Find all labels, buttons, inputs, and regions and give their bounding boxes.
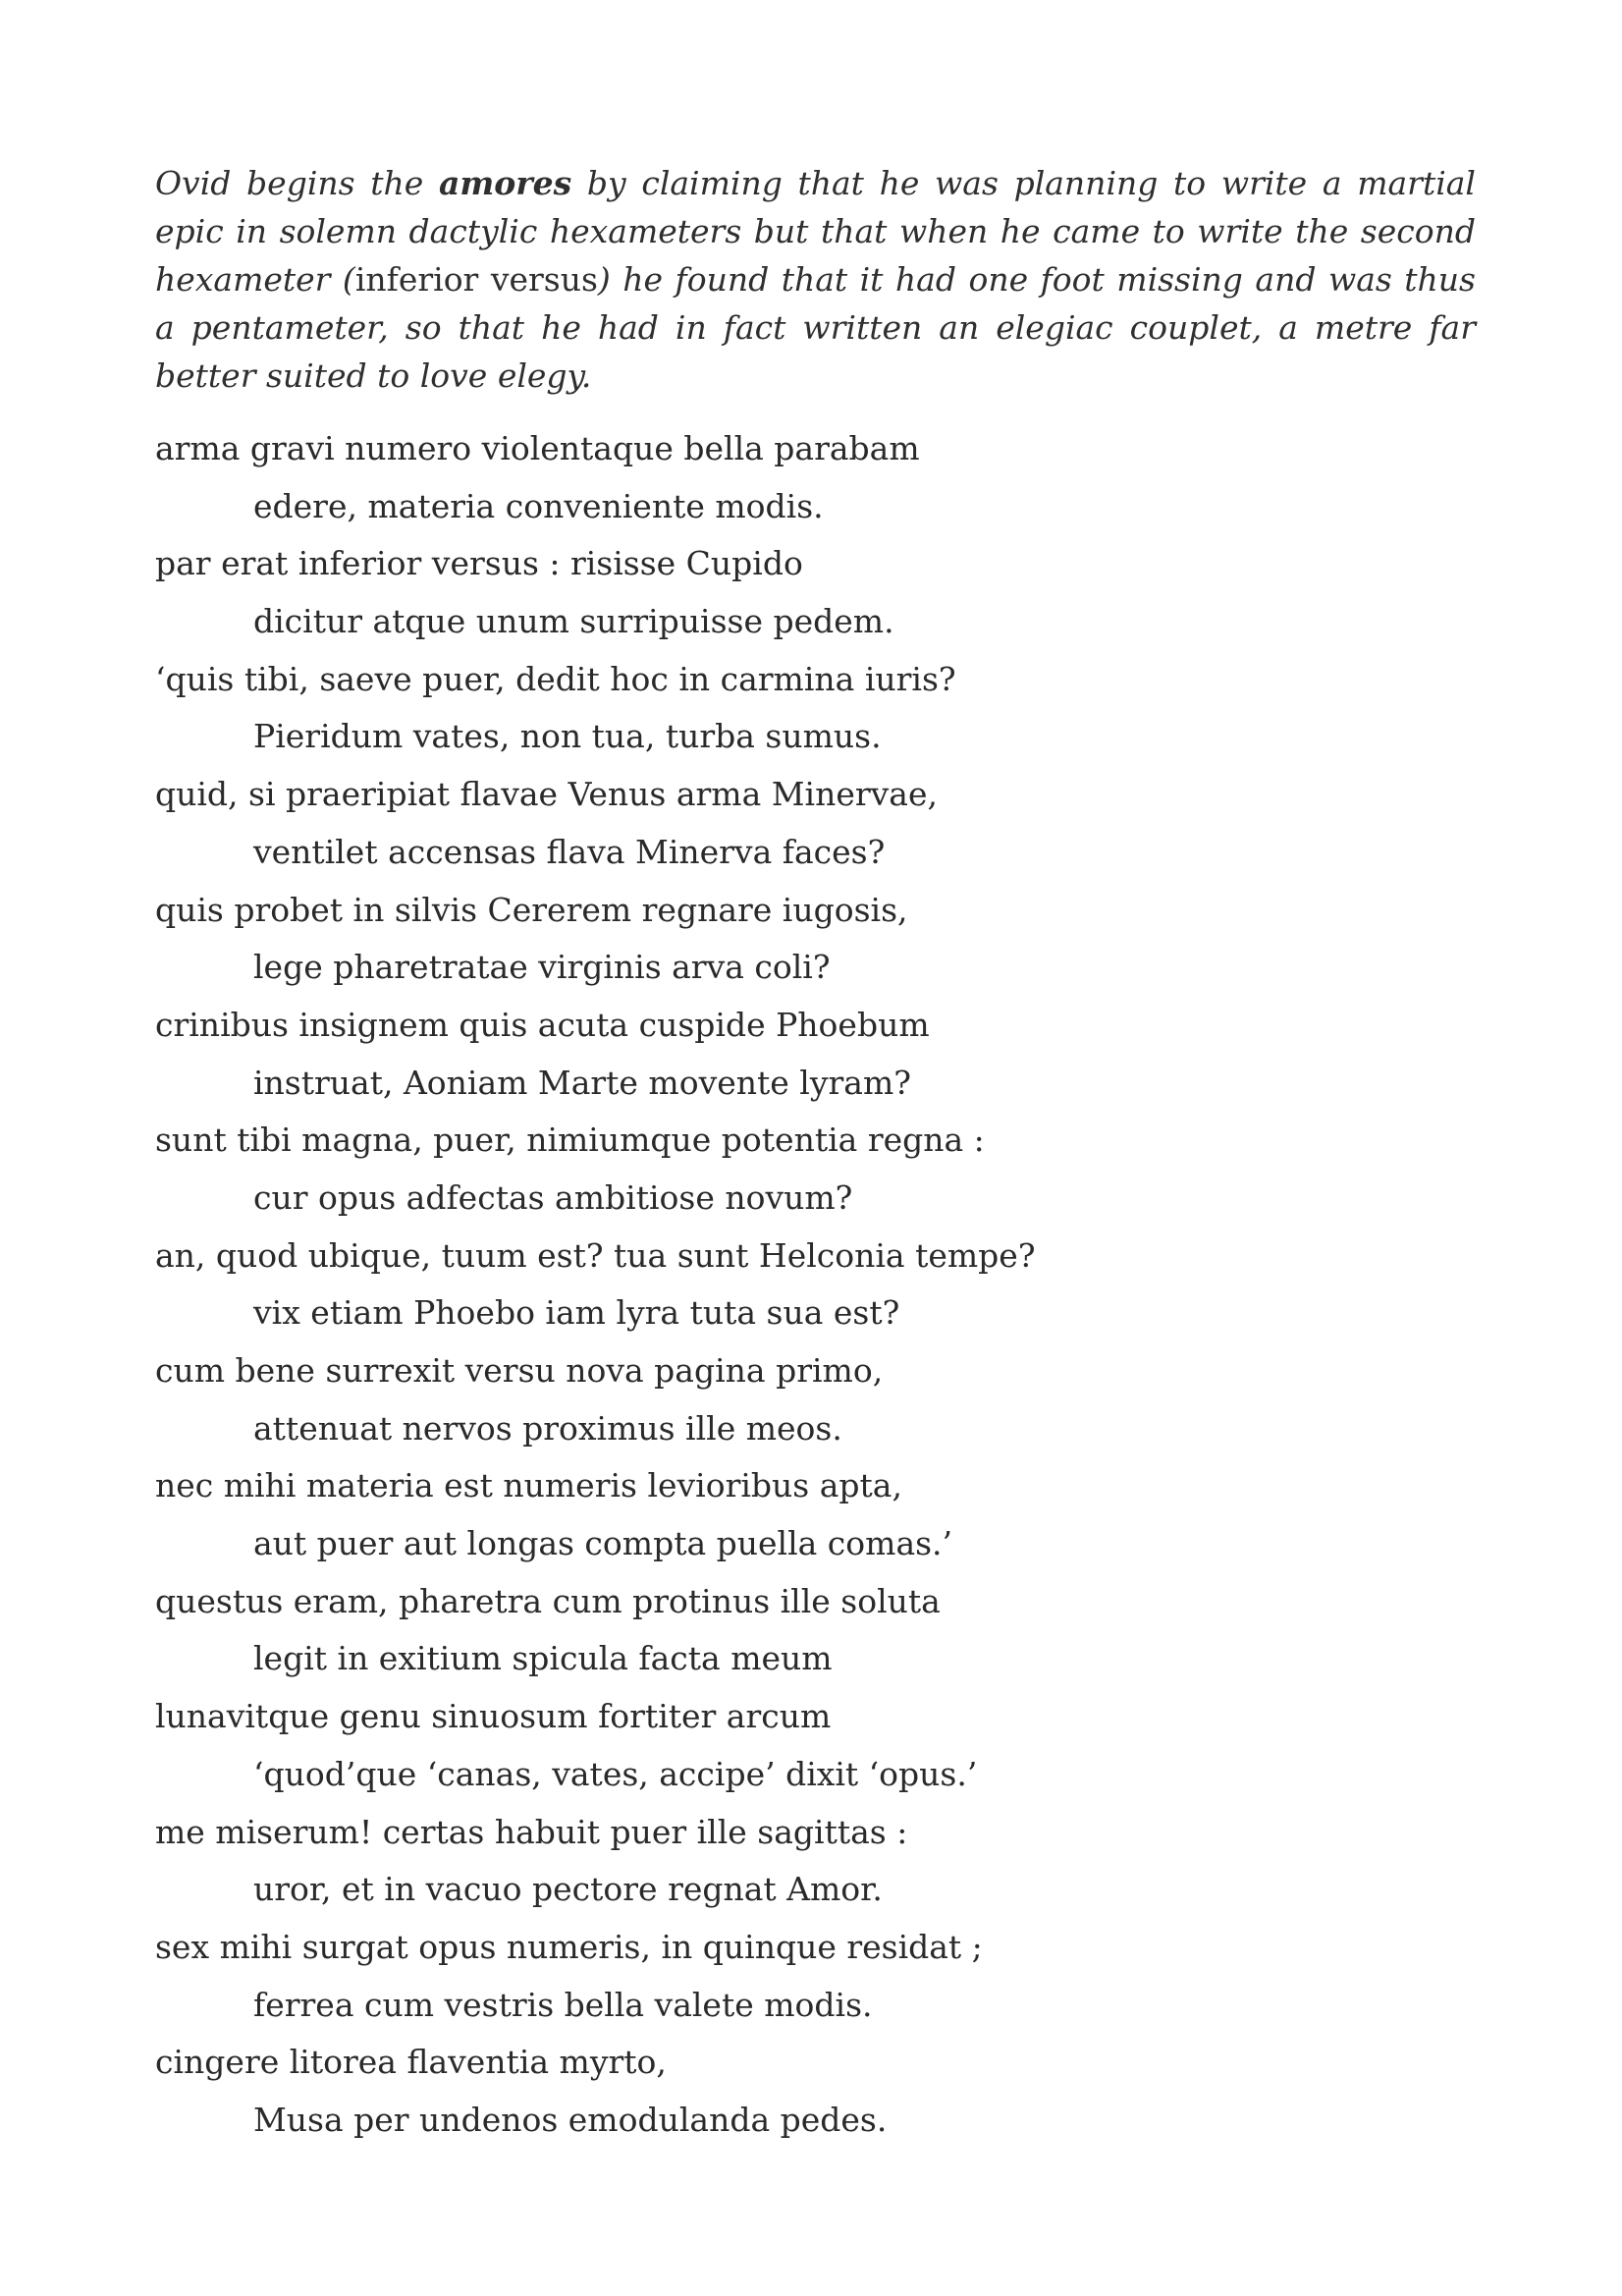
poem-line-hexameter: me miserum! certas habuit puer ille sagittas : [155, 1812, 908, 1851]
poem-line-hexameter: cum bene surrexit versu nova pagina primo, [155, 1351, 884, 1390]
intro-bold-word: amores [438, 164, 572, 202]
poem-line-pentameter: ‘quod’que ‘canas, vates, accipe’ dixit ‘opus.’ [253, 1754, 978, 1793]
poem-line-hexameter: questus eram, pharetra cum protinus ille soluta [155, 1581, 941, 1620]
intro-text-1: Ovid begins the [155, 164, 439, 202]
poem-line-pentameter: lege pharetratae virginis arva coli? [253, 948, 831, 987]
poem-line-hexameter: quis probet in silvis Cererem regnare iugosis, [155, 890, 908, 929]
poem-line-hexameter: par erat inferior versus : risisse Cupido [155, 544, 803, 583]
poem-line-pentameter: instruat, Aoniam Marte movente lyram? [253, 1063, 911, 1102]
poem-line-pentameter: Musa per undenos emodulanda pedes. [253, 2100, 888, 2139]
poem-line-hexameter: arma gravi numero violentaque bella parabam [155, 429, 920, 467]
poem [155, 420, 1476, 2150]
poem-line-hexameter: cingere litorea flaventia myrto, [155, 2043, 667, 2082]
poem-line-hexameter: an, quod ubique, tuum est? tua sunt Helconia tempe? [155, 1235, 1036, 1275]
poem-line-hexameter: sunt tibi magna, puer, nimiumque potentia regna : [155, 1121, 985, 1160]
poem-line-pentameter: dicitur atque unum surripuisse pedem. [253, 602, 894, 641]
poem-line-hexameter: ‘quis tibi, saeve puer, dedit hoc in carmina iuris? [155, 659, 956, 698]
intro-roman-phrase: inferior versus [354, 260, 598, 299]
poem-line-pentameter: Pieridum vates, non tua, turba sumus. [253, 717, 882, 756]
poem-line-hexameter: sex mihi surgat opus numeris, in quinque residat ; [155, 1927, 983, 1966]
poem-line-pentameter: ventilet accensas flava Minerva faces? [253, 832, 886, 871]
poem-line-pentameter: attenuat nervos proximus ille meos. [253, 1408, 842, 1448]
poem-line-pentameter: edere, materia conveniente modis. [253, 486, 824, 525]
poem-line-pentameter: uror, et in vacuo pectore regnat Amor. [253, 1870, 883, 1909]
poem-line-pentameter: ferrea cum vestris bella valete modis. [253, 1985, 873, 2024]
poem-line-pentameter: legit in exitium spicula facta meum [253, 1639, 833, 1678]
poem-line-hexameter: crinibus insignem quis acuta cuspide Phoebum [155, 1005, 930, 1044]
poem-line-hexameter: quid, si praeripiat flavae Venus arma Minervae, [155, 775, 938, 814]
poem-line-pentameter: cur opus adfectas ambitiose novum? [253, 1177, 853, 1217]
poem-line-pentameter: aut puer aut longas compta puella comas.’ [253, 1524, 953, 1563]
intro-text-2: by claiming that he was planning to write a martial epic in solemn dactylic hexameters but that when he came to write the second hexameter ( [155, 164, 1476, 299]
intro-text-3: ) he found that it had one foot missing and was thus a pentameter, so that he had in fact written an elegiac couplet, a metre far better suited to love elegy. [155, 260, 1476, 395]
poem-line-hexameter: nec mihi materia est numeris levioribus apta, [155, 1466, 902, 1505]
poem-line-pentameter: vix etiam Phoebo iam lyra tuta sua est? [253, 1293, 900, 1333]
intro-paragraph [155, 159, 1476, 400]
poem-line-hexameter: lunavitque genu sinuosum fortiter arcum [155, 1697, 832, 1736]
